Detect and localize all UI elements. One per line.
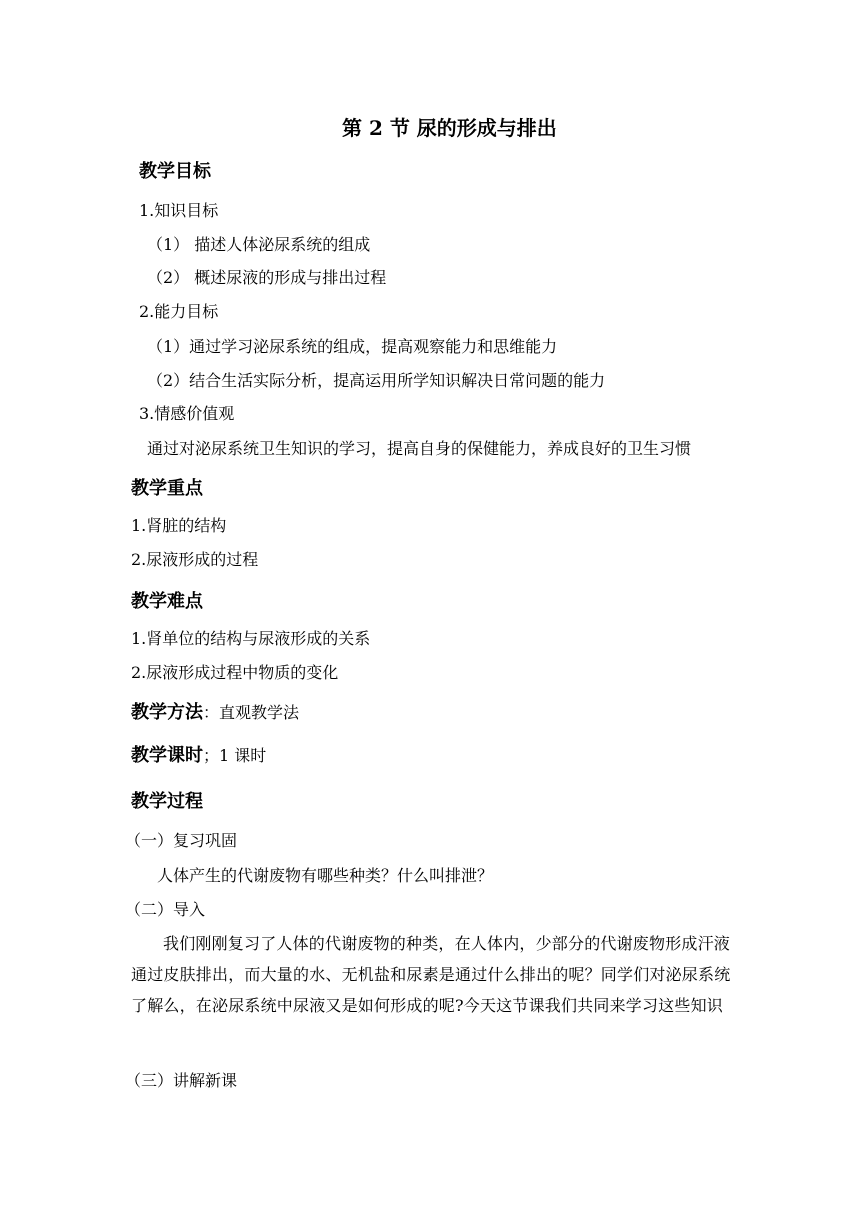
process-heading: 教学过程 bbox=[131, 791, 203, 812]
ability-item-2: （2）结合生活实际分析，提高运用所学知识解决日常问题的能力 bbox=[147, 371, 606, 390]
teaching-method-separator: ： bbox=[203, 703, 220, 722]
objectives-heading: 教学目标 bbox=[139, 161, 211, 182]
emotion-item-1: 通过对泌尿系统卫生知识的学习，提高自身的保健能力，养成良好的卫生习惯 bbox=[147, 439, 692, 458]
key-point-1: 1.肾脏的结构 bbox=[131, 516, 227, 535]
ability-item-1: （1）通过学习泌尿系统的组成，提高观察能力和思维能力 bbox=[147, 337, 558, 356]
process-intro-label: （二）导入 bbox=[125, 900, 206, 919]
process-review-question: 人体产生的代谢废物有哪些种类？什么叫排泄？ bbox=[157, 866, 494, 885]
process-intro-paragraph: 我们刚刚复习了人体的代谢废物的种类，在人体内，少部分的代谢废物形成汗液通过皮肤排出，而大量的水、无机盐和尿素是通过什么排出的呢？同学们对泌尿系统了解么，在泌尿系统中尿液又是如何形成的呢?今天这节课我们共同来学习这些知识 bbox=[131, 934, 731, 1015]
key-point-2: 2.尿液形成的过程 bbox=[131, 550, 259, 569]
process-review-label: （一）复习巩固 bbox=[125, 831, 238, 850]
emotion-objective-label: 3.情感价值观 bbox=[139, 404, 235, 423]
ability-objective-label: 2.能力目标 bbox=[139, 302, 219, 321]
teaching-hours bbox=[131, 746, 266, 766]
teaching-method-label: 教学方法 bbox=[131, 702, 203, 723]
teaching-hours-value: 1 课时 bbox=[219, 746, 267, 765]
teaching-hours-label: 教学课时 bbox=[131, 745, 203, 766]
difficulty-1: 1.肾单位的结构与尿液形成的关系 bbox=[131, 629, 371, 648]
process-new-lesson-label: （三）讲解新课 bbox=[125, 1071, 238, 1090]
key-points-heading: 教学重点 bbox=[131, 478, 203, 499]
teaching-method bbox=[131, 703, 299, 723]
teaching-hours-separator: ； bbox=[203, 746, 220, 765]
difficulties-heading: 教学难点 bbox=[131, 591, 203, 612]
teaching-method-value: 直观教学法 bbox=[219, 703, 300, 722]
knowledge-item-2: （2） 概述尿液的形成与排出过程 bbox=[147, 268, 387, 287]
difficulty-2: 2.尿液形成过程中物质的变化 bbox=[131, 663, 339, 682]
document-title: 第 2 节 尿的形成与排出 bbox=[342, 116, 557, 140]
knowledge-objective-label: 1.知识目标 bbox=[139, 201, 219, 220]
knowledge-item-1: （1） 描述人体泌尿系统的组成 bbox=[147, 235, 371, 254]
